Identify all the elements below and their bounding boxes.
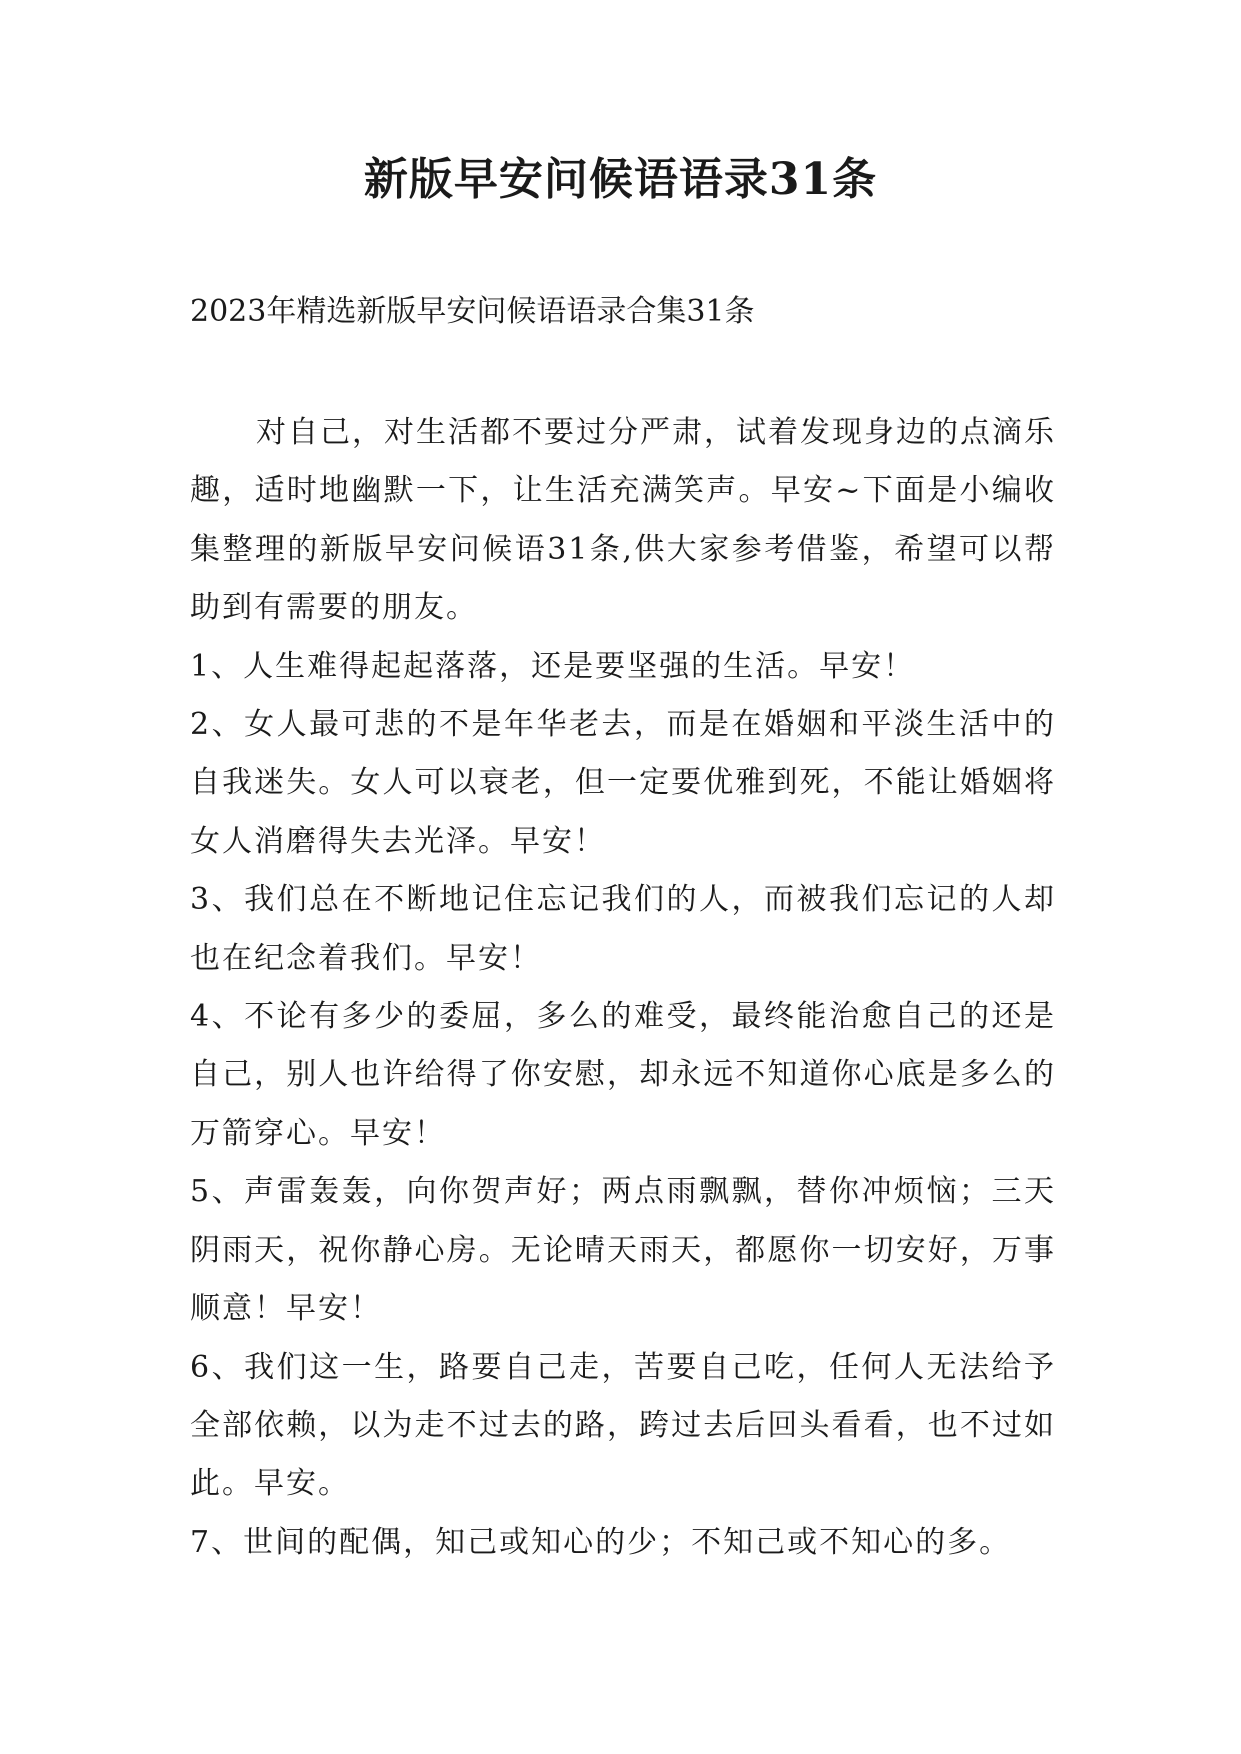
list-item: 7、世间的配偶，知己或知心的少；不知己或不知心的多。 xyxy=(190,1524,1012,1560)
list-item: 5、声雷轰轰，向你贺声好；两点雨飘飘，替你冲烦恼；三天阴雨天，祝你静心房。无论晴天雨天，都愿你一切安好，万事顺意！早安！ xyxy=(190,1174,1056,1327)
document-body xyxy=(190,404,1056,1572)
document-title: 新版早安问候语语录31条 xyxy=(363,154,878,205)
document-subtitle: 2023年精选新版早安问候语语录合集31条 xyxy=(190,294,755,329)
list-item: 4、不论有多少的委屈，多么的难受，最终能治愈自己的还是自己，别人也许给得了你安慰，却永远不知道你心底是多么的万箭穿心。早安！ xyxy=(190,999,1056,1151)
intro-paragraph: 对自己，对生活都不要过分严肃，试着发现身边的点滴乐趣，适时地幽默一下，让生活充满笑声。早安~下面是小编收集整理的新版早安问候语31条,供大家参考借鉴，希望可以帮助到有需要的朋友。 xyxy=(190,415,1056,626)
list-item: 1、人生难得起起落落，还是要坚强的生活。早安！ xyxy=(190,648,916,684)
list-item: 2、女人最可悲的不是年华老去，而是在婚姻和平淡生活中的自我迷失。女人可以衰老，但一定要优雅到死，不能让婚姻将女人消磨得失去光泽。早安！ xyxy=(190,707,1056,859)
list-item: 6、我们这一生，路要自己走，苦要自己吃，任何人无法给予全部依赖，以为走不过去的路，跨过去后回头看看，也不过如此。早安。 xyxy=(190,1349,1056,1502)
list-item: 3、我们总在不断地记住忘记我们的人，而被我们忘记的人却也在纪念着我们。早安！ xyxy=(190,882,1056,976)
